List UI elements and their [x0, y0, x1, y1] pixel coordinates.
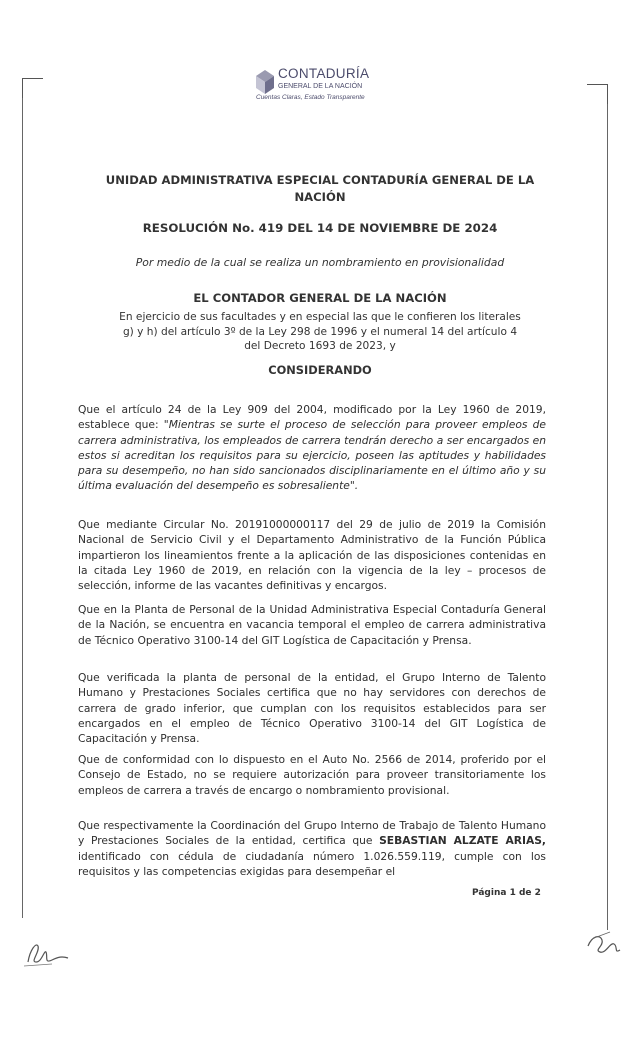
frame-left-border: [22, 98, 23, 918]
authority-title: EL CONTADOR GENERAL DE LA NACIÓN: [193, 291, 447, 305]
paragraph-1: [78, 402, 546, 494]
frame-corner-top-left: [22, 78, 43, 99]
entity-heading-line1: UNIDAD ADMINISTRATIVA ESPECIAL CONTADURÍA GENERAL DE LA: [105, 173, 535, 187]
contaduria-emblem-icon: [254, 68, 276, 96]
frame-right-border: [607, 104, 608, 930]
logo-tagline: Cuentas Claras, Estado Transparente: [256, 94, 365, 101]
preamble-line2: g) y h) del artículo 3º de la Ley 298 de 1996 y el numeral 14 del artículo 4: [122, 325, 518, 338]
page-number: Página 1 de 2: [472, 888, 541, 898]
paragraph-4: Que verificada la planta de personal de la entidad, el Grupo Interno de Talento Humano y Prestaciones Sociales certifica que no hay servidores con derechos de carrera de grado inferior, que cumplan con los requisitos establecidos para ser encargados en el empleo de Técnico Operativo 3100-14 del GIT Logística de Capacitación y Prensa.: [78, 671, 546, 746]
resolution-subject: Por medio de la cual se realiza un nombramiento en provisionalidad: [135, 256, 505, 269]
preamble: [78, 310, 562, 354]
logo-name: CONTADURÍA: [278, 66, 370, 81]
paragraph-6-person-name: SEBASTIAN ALZATE ARIAS,: [379, 834, 546, 848]
initials-signature-right: [584, 926, 624, 962]
initials-signature-left: [22, 932, 82, 972]
frame-corner-top-right: [587, 84, 608, 105]
paragraph-2: Que mediante Circular No. 20191000000117 del 29 de julio de 2019 la Comisión Nacional de Servicio Civil y el Departamento Administrativo de la Función Pública impartieron los lineamientos frente a la aplicación de las disposiciones contenidas en la citada Ley 1960 de 2019, en relación con la vigencia de la ley – procesos de selección, informe de las vacantes definitivas y encargos.: [78, 518, 546, 593]
contaduria-logo: [254, 66, 394, 106]
document-frame: [22, 78, 608, 934]
considerando-heading: CONSIDERANDO: [268, 363, 372, 377]
entity-heading: [78, 172, 562, 206]
paragraph-5: Que de conformidad con lo dispuesto en el Auto No. 2566 de 2014, proferido por el Consejo de Estado, no se requiere autorización para proveer transitoriamente los empleos de carrera a través de encargo o nombramiento provisional.: [78, 753, 546, 797]
paragraph-6: [78, 818, 546, 879]
paragraph-6-lead: Que respectivamente la Coordinación del Grupo Interno de Trabajo de Talento Humano y Prestaciones Sociales de la entidad, certifica que: [78, 819, 546, 848]
logo-subname: GENERAL DE LA NACIÓN: [278, 83, 363, 90]
preamble-line1: En ejercicio de sus facultades y en especial las que le confieren los literales: [119, 311, 521, 323]
paragraph-6-tail: identificado con cédula de ciudadanía número 1.026.559.119, cumple con los requisitos y las competencias exigidas para desempeñar el: [78, 849, 546, 878]
preamble-line3: del Decreto 1693 de 2023, y: [244, 340, 396, 352]
paragraph-1-quote: "Mientras se surte el proceso de selección para proveer empleos de carrera administrativa, los empleados de carrera tendrán derecho a ser encargados en estos si acreditan los requisitos para su ejercicio, poseen las aptitudes y habilidades para su desempeño, no han sido sancionados disciplinariamente en el último año y su última evaluación del desempeño es sobresaliente".: [78, 418, 546, 493]
paragraph-3: Que en la Planta de Personal de la Unidad Administrativa Especial Contaduría General de la Nación, se encuentra en vacancia temporal el empleo de carrera administrativa de Técnico Operativo 3100-14 del GIT Logística de Capacitación y Prensa.: [78, 603, 546, 647]
paragraph-1-lead: Que el artículo 24 de la Ley 909 del 2004, modificado por la Ley 1960 de 2019, establece que:: [78, 403, 546, 432]
entity-heading-line2: NACIÓN: [294, 190, 346, 204]
resolution-title: RESOLUCIÓN No. 419 DEL 14 DE NOVIEMBRE DE 2024: [142, 221, 498, 235]
